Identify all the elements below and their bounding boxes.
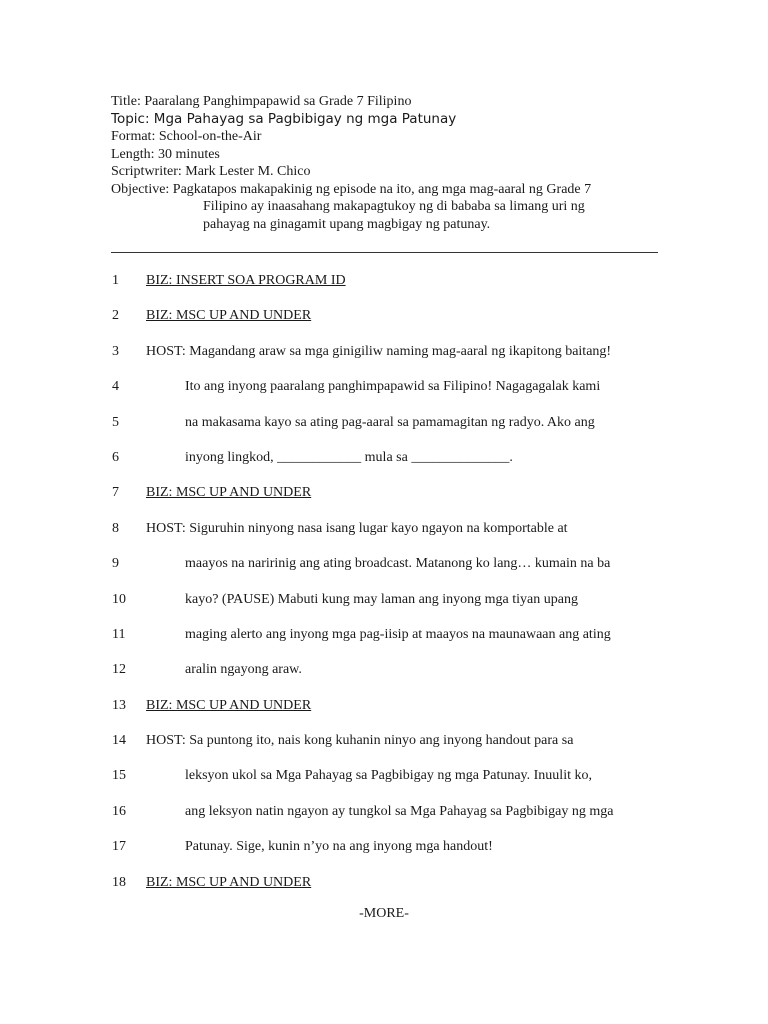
line-number: 11 bbox=[112, 626, 126, 642]
script-line bbox=[111, 341, 671, 376]
script-line bbox=[111, 553, 671, 588]
script-line bbox=[111, 730, 671, 765]
host-dialogue: HOST: Siguruhin ninyong nasa isang lugar kayo ngayon na komportable at bbox=[146, 520, 568, 536]
title-line: Title: Paaralang Panghimpapawid sa Grade 7 Filipino bbox=[111, 94, 412, 109]
host-dialogue-continued: ang leksyon natin ngayon ay tungkol sa Mga Pahayag sa Pagbibigay ng mga bbox=[185, 803, 614, 819]
format-line: Format: School-on-the-Air bbox=[111, 129, 262, 144]
host-dialogue-continued: Patunay. Sige, kunin n’yo na ang inyong mga handout! bbox=[185, 839, 493, 855]
host-dialogue-continued: kayo? (PAUSE) Mabuti kung may laman ang inyong mga tiyan upang bbox=[185, 591, 578, 607]
script-header bbox=[111, 93, 671, 233]
script-line bbox=[111, 659, 671, 694]
line-number: 2 bbox=[112, 308, 119, 324]
line-number: 18 bbox=[112, 874, 126, 890]
line-number: 9 bbox=[112, 556, 119, 572]
header-divider bbox=[111, 252, 658, 253]
script-line bbox=[111, 765, 671, 800]
line-number: 5 bbox=[112, 414, 119, 430]
line-number: 14 bbox=[112, 733, 126, 749]
topic-line: Topic: Mga Pahayag sa Pagbibigay ng mga Patunay bbox=[111, 110, 457, 127]
script-line bbox=[111, 836, 671, 871]
script-line bbox=[111, 589, 671, 624]
biz-cue: BIZ: INSERT SOA PROGRAM ID bbox=[146, 273, 346, 288]
host-dialogue-continued: maayos na naririnig ang ating broadcast. Matanong ko lang… kumain na ba bbox=[185, 556, 611, 572]
objective-continuation: pahayag na ginagamit upang magbigay ng patunay. bbox=[203, 216, 491, 232]
script-line bbox=[111, 801, 671, 836]
script-line bbox=[111, 624, 671, 659]
script-body bbox=[111, 270, 671, 907]
host-dialogue-continued: inyong lingkod, ____________ mula sa ______________. bbox=[185, 449, 513, 465]
script-line bbox=[111, 518, 671, 553]
script-line bbox=[111, 376, 671, 411]
host-dialogue-continued: maging alerto ang inyong mga pag-iisip at maayos na maunawaan ang ating bbox=[185, 626, 611, 642]
script-line bbox=[111, 872, 671, 907]
line-number: 1 bbox=[112, 273, 119, 288]
script-line bbox=[111, 447, 671, 482]
line-number: 3 bbox=[112, 343, 119, 359]
host-dialogue-continued: leksyon ukol sa Mga Pahayag sa Pagbibigay ng mga Patunay. Inuulit ko, bbox=[185, 768, 592, 784]
line-number: 6 bbox=[112, 449, 119, 465]
script-line bbox=[111, 412, 671, 447]
line-number: 12 bbox=[112, 662, 126, 678]
line-number: 17 bbox=[112, 839, 126, 855]
biz-cue: BIZ: MSC UP AND UNDER bbox=[146, 697, 312, 713]
line-number: 15 bbox=[112, 768, 126, 784]
biz-cue: BIZ: MSC UP AND UNDER bbox=[146, 874, 312, 890]
script-line bbox=[111, 305, 671, 340]
scriptwriter-line: Scriptwriter: Mark Lester M. Chico bbox=[111, 164, 311, 179]
host-dialogue-continued: aralin ngayong araw. bbox=[185, 662, 302, 678]
length-line: Length: 30 minutes bbox=[111, 146, 220, 162]
line-number: 13 bbox=[112, 697, 126, 713]
host-dialogue-continued: na makasama kayo sa ating pag-aaral sa pamamagitan ng radyo. Ako ang bbox=[185, 414, 595, 430]
line-number: 10 bbox=[112, 591, 126, 607]
line-number: 7 bbox=[112, 485, 119, 501]
biz-cue: BIZ: MSC UP AND UNDER bbox=[146, 485, 312, 501]
line-number: 4 bbox=[112, 379, 119, 395]
objective-continuation: Filipino ay inaasahang makapagtukoy ng di bababa sa limang uri ng bbox=[203, 199, 585, 214]
script-line bbox=[111, 270, 671, 305]
script-line bbox=[111, 695, 671, 730]
host-dialogue: HOST: Magandang araw sa mga ginigiliw naming mag-aaral ng ikapitong baitang! bbox=[146, 343, 612, 359]
script-line bbox=[111, 482, 671, 517]
line-number: 16 bbox=[112, 803, 126, 819]
objective-line: Objective: Pagkatapos makapakinig ng episode na ito, ang mga mag-aaral ng Grade 7 bbox=[111, 181, 592, 197]
host-dialogue: HOST: Sa puntong ito, nais kong kuhanin ninyo ang inyong handout para sa bbox=[146, 733, 574, 749]
more-indicator: -MORE- bbox=[359, 906, 409, 921]
line-number: 8 bbox=[112, 520, 119, 536]
host-dialogue-continued: Ito ang inyong paaralang panghimpapawid sa Filipino! Nagagagalak kami bbox=[185, 379, 601, 395]
biz-cue: BIZ: MSC UP AND UNDER bbox=[146, 308, 312, 324]
